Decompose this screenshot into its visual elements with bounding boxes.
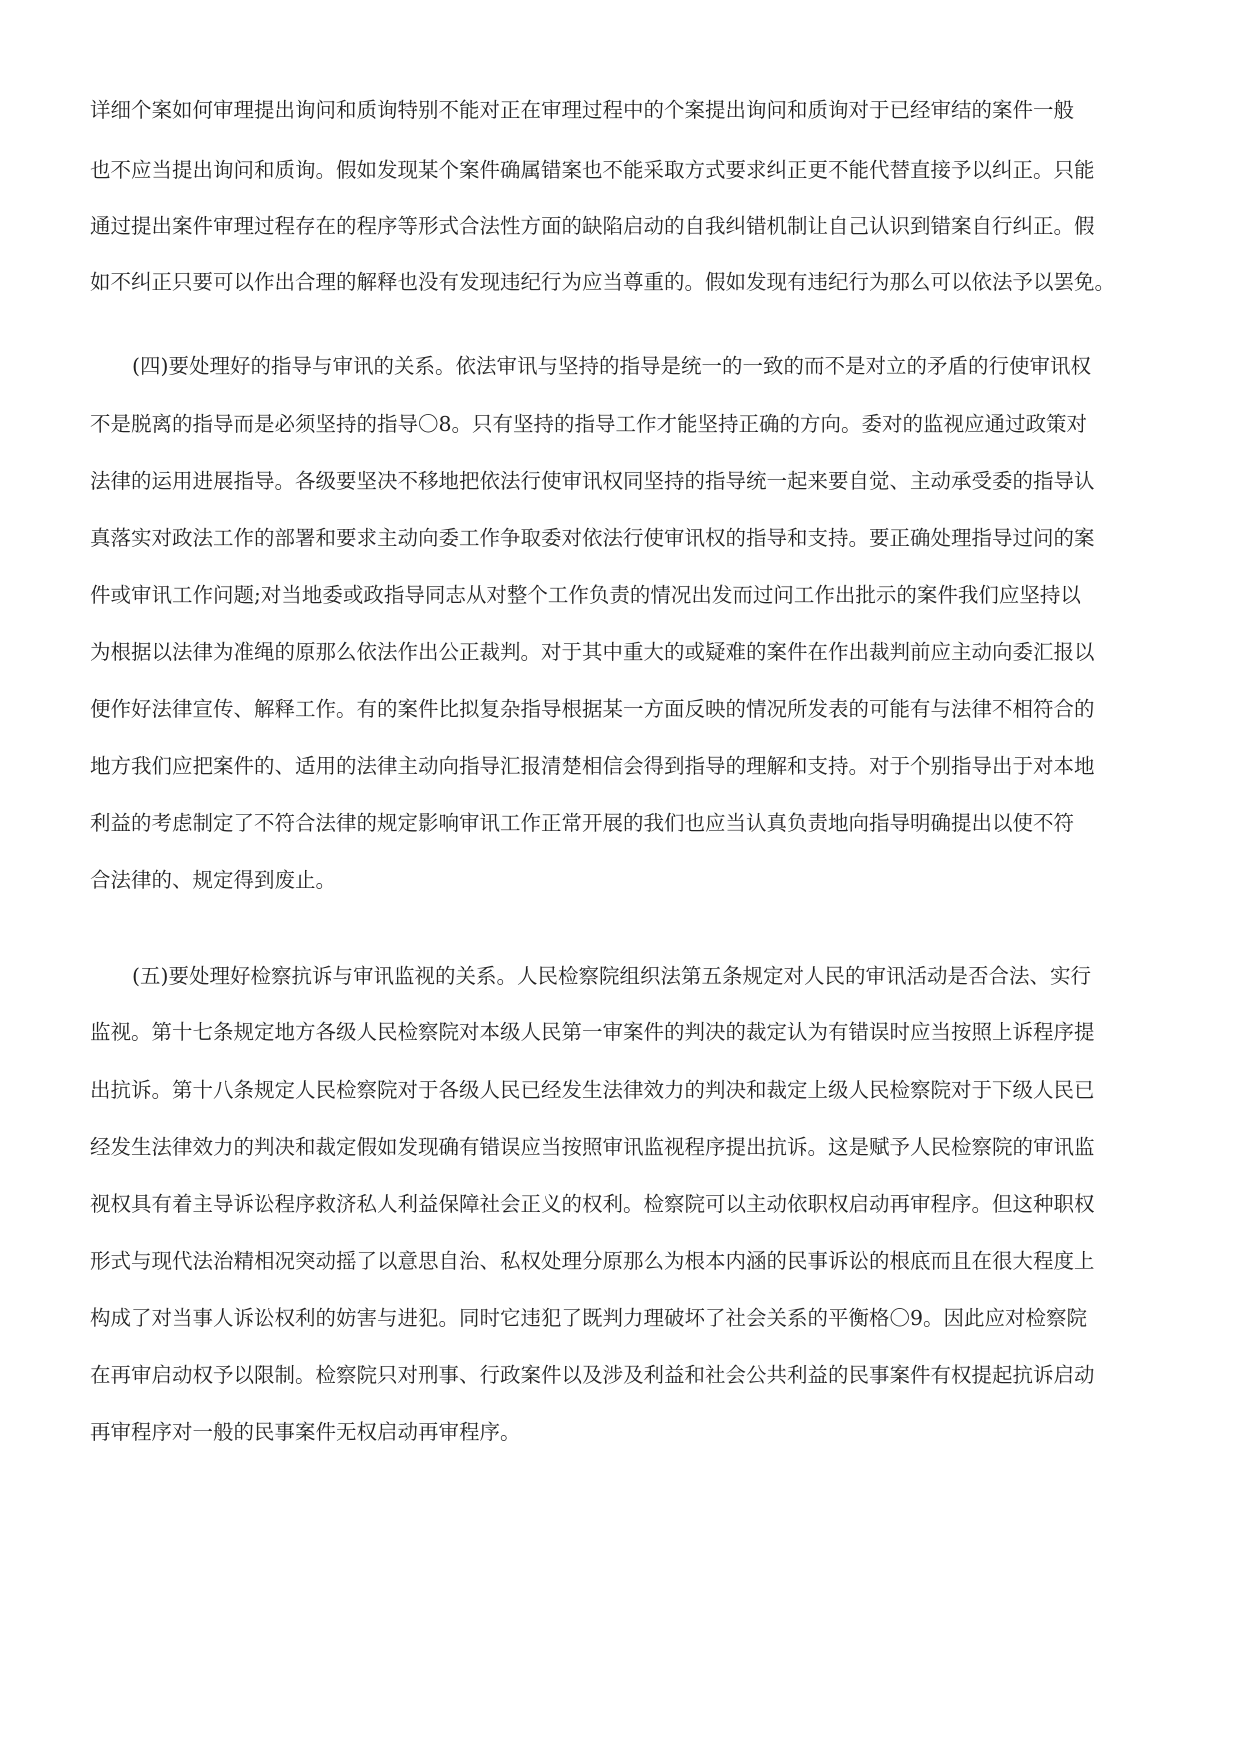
text-line: 经发生法律效力的判决和裁定假如发现确有错误应当按照审讯监视程序提出抗诉。这是赋予人民检察院的审讯监 bbox=[90, 1135, 1095, 1159]
section-4-first-line: (四)要处理好的指导与审讯的关系。依法审讯与坚持的指导是统一的一致的而不是对立的矛盾的行使审讯权 bbox=[132, 354, 1091, 378]
text-line: 便作好法律宣传、解释工作。有的案件比拟复杂指导根据某一方面反映的情况所发表的可能有与法律不相符合的 bbox=[90, 697, 1095, 721]
text-line: 法律的运用进展指导。各级要坚决不移地把依法行使审讯权同坚持的指导统一起来要自觉、主动承受委的指导认 bbox=[90, 469, 1095, 493]
text-line: 不是脱离的指导而是必须坚持的指导〇8。只有坚持的指导工作才能坚持正确的方向。委对的监视应通过政策对 bbox=[90, 412, 1088, 436]
text-line: 监视。第十七条规定地方各级人民检察院对本级人民第一审案件的判决的裁定认为有错误时应当按照上诉程序提 bbox=[90, 1020, 1095, 1044]
text-line: 在再审启动权予以限制。检察院只对刑事、行政案件以及涉及利益和社会公共利益的民事案件有权提起抗诉启动 bbox=[90, 1363, 1095, 1387]
text-line: 合法律的、规定得到废止。 bbox=[90, 868, 336, 892]
text-line: 为根据以法律为准绳的原那么依法作出公正裁判。对于其中重大的或疑难的案件在作出裁判前应主动向委汇报以 bbox=[90, 640, 1095, 664]
text-line: 也不应当提出询问和质询。假如发现某个案件确属错案也不能采取方式要求纠正更不能代替直接予以纠正。只能 bbox=[90, 158, 1095, 182]
text-line: 利益的考虑制定了不符合法律的规定影响审讯工作正常开展的我们也应当认真负责地向指导明确提出以使不符 bbox=[90, 811, 1074, 835]
text-line: 通过提出案件审理过程存在的程序等形式合法性方面的缺陷启动的自我纠错机制让自己认识到错案自行纠正。假 bbox=[90, 214, 1095, 238]
text-line: 视权具有着主导诉讼程序救济私人利益保障社会正义的权利。检察院可以主动依职权启动再审程序。但这种职权 bbox=[90, 1192, 1095, 1216]
text-line: 地方我们应把案件的、适用的法律主动向指导汇报清楚相信会得到指导的理解和支持。对于个别指导出于对本地 bbox=[90, 754, 1095, 778]
text-line: 再审程序对一般的民事案件无权启动再审程序。 bbox=[90, 1420, 521, 1444]
section-5-first-line: (五)要处理好检察抗诉与审讯监视的关系。人民检察院组织法第五条规定对人民的审讯活动是否合法、实行 bbox=[132, 964, 1091, 988]
text-line: 构成了对当事人诉讼权利的妨害与进犯。同时它违犯了既判力理破坏了社会关系的平衡格〇9。因此应对检察院 bbox=[90, 1306, 1088, 1330]
text-line: 真落实对政法工作的部署和要求主动向委工作争取委对依法行使审讯权的指导和支持。要正确处理指导过问的案 bbox=[90, 526, 1095, 550]
text-line: 形式与现代法治精相况突动摇了以意思自治、私权处理分原那么为根本内涵的民事诉讼的根底而且在很大程度上 bbox=[90, 1249, 1095, 1273]
text-line: 出抗诉。第十八条规定人民检察院对于各级人民已经发生法律效力的判决和裁定上级人民检察院对于下级人民已 bbox=[90, 1078, 1095, 1102]
text-line: 详细个案如何审理提出询问和质询特别不能对正在审理过程中的个案提出询问和质询对于已经审结的案件一般 bbox=[90, 98, 1074, 122]
text-line: 件或审讯工作问题;对当地委或政指导同志从对整个工作负责的情况出发而过问工作出批示的案件我们应坚持以 bbox=[90, 583, 1081, 607]
text-line: 如不纠正只要可以作出合理的解释也没有发现违纪行为应当尊重的。假如发现有违纪行为那么可以依法予以罢免。 bbox=[90, 270, 1115, 294]
